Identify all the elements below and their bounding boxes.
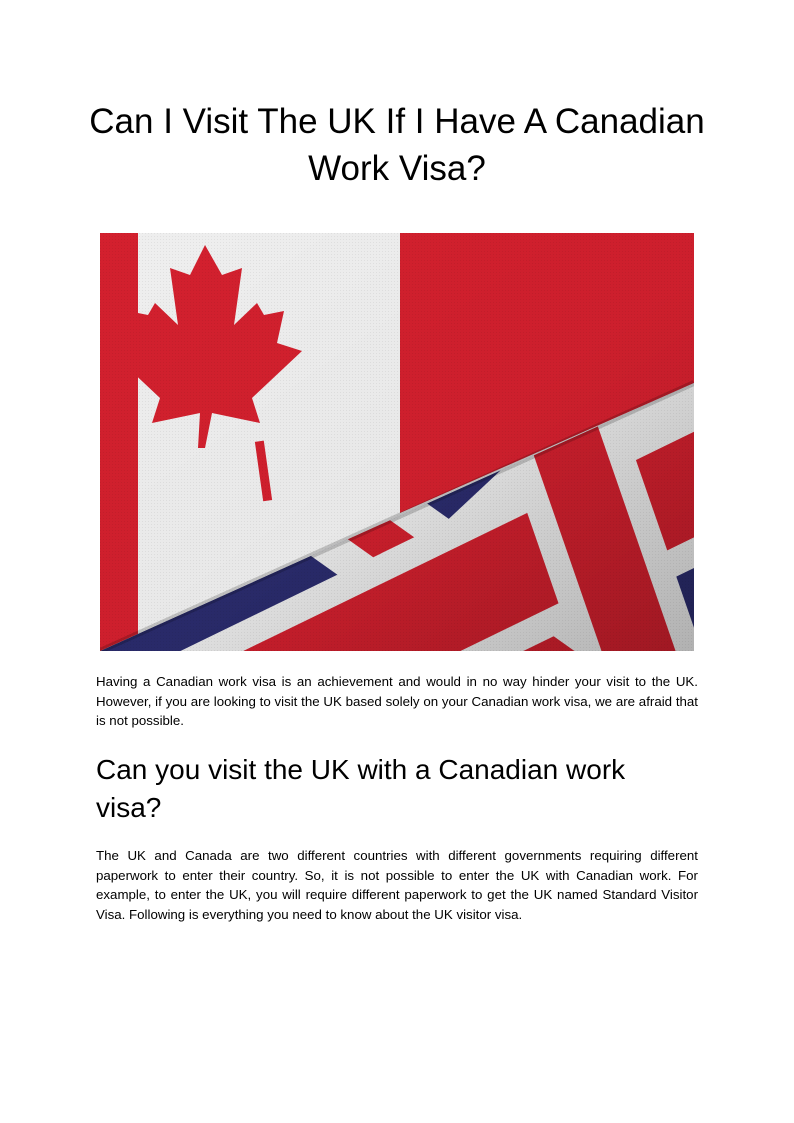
canada-uk-flags-image <box>100 233 694 651</box>
section-heading: Can you visit the UK with a Canadian work visa? <box>96 754 626 823</box>
section-paragraph: The UK and Canada are two different countries with different governments requiring different paperwork to enter their country. So, it is not possible to enter the UK with Canadian work. For example, to enter the UK, you will require different paperwork to get the UK named Standard Visitor Visa. Following is everything you need to know about the UK visitor visa. <box>96 848 698 922</box>
page-title: Can I Visit The UK If I Have A Canadian Work Visa? <box>89 102 705 188</box>
intro-paragraph: Having a Canadian work visa is an achievement and would in no way hinder your visit to the UK. However, if you are looking to visit the UK based solely on your Canadian work visa, we are afraid that is not possible. <box>96 674 698 728</box>
